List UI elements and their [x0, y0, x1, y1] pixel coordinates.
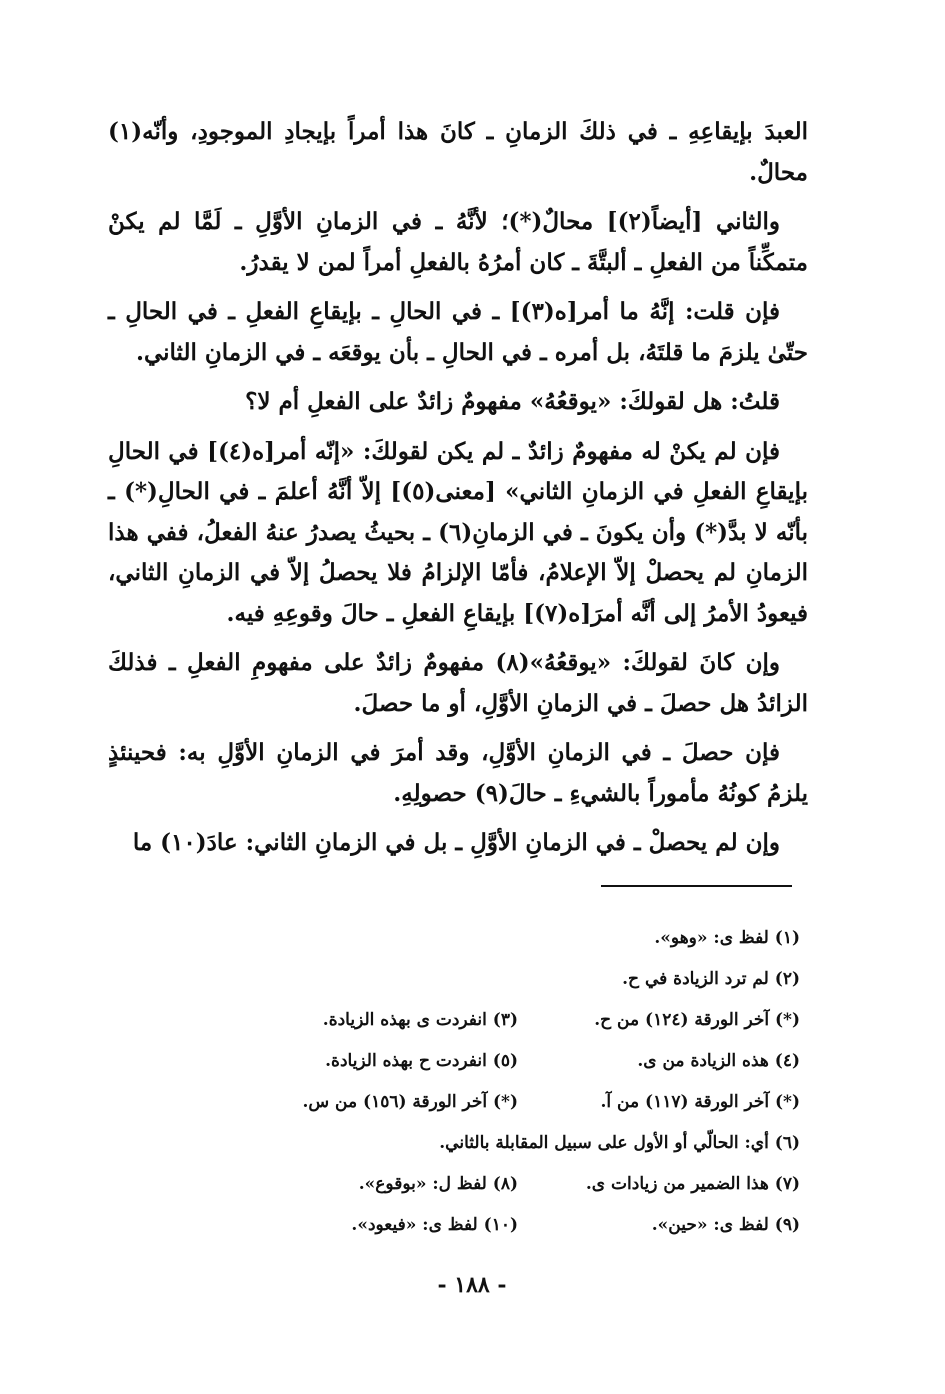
- paragraph: العبدَ بإيقاعِهِ ـ في ذلكَ الزمانِ ـ كانَ هذا أمراً بإيجادِ الموجودِ، وأنّه(١) محالٌ.: [108, 118, 808, 186]
- footnote: (١) لفظ ى: «وهو».: [654, 927, 800, 948]
- footnote-row: [235, 1122, 800, 1163]
- footnote: (٨) لفظ ل: «بوقوع».: [358, 1173, 518, 1194]
- footnote-row: [235, 917, 800, 958]
- footnote: (*) آخر الورقة (١١٧) من آ.: [600, 1091, 800, 1112]
- footnote-row: [235, 1163, 800, 1204]
- paragraph: فإن حصلَ ـ في الزمانِ الأوَّلِ، وقد أمرَ في الزمانِ الأوَّلِ به: فحينئذٍ يلزمُ كونُهُ مأموراً بالشيءِ ـ حالَ(٩) حصولِهِ.: [108, 739, 808, 807]
- footnote: (*) آخر الورقة (١٥٦) من س.: [302, 1091, 518, 1112]
- paragraph: والثاني [أيضاً(٢)] محالٌ(*)؛ لأنَّهُ ـ في الزمانِ الأوَّلِ ـ لَمَّا لم يكنْ متمكِّناً من الفعلِ ـ ألبتَّةَ ـ كان أمرُهُ بالفعلِ أمراً لمن لا يقدرُ.: [108, 208, 808, 276]
- main-text: [108, 112, 808, 873]
- footnote: (٩) لفظ ى: «حين».: [651, 1214, 800, 1235]
- footnote: (٣) انفردت ى بهذه الزيادة.: [322, 1009, 518, 1030]
- paragraph: فإن قلت: إنَّهُ ما أمر[ه(٣)] ـ في الحالِ ـ بإيقاعِ الفعلِ ـ في الحالِ ـ حتّىٰ يلزمَ ما قلتَهُ، بل أمره ـ في الحالِ ـ بأن يوقعَه ـ في الزمانِ الثاني.: [108, 298, 808, 366]
- page-number: - ١٨٨ -: [437, 1272, 507, 1298]
- footnote-row: [235, 1204, 800, 1245]
- footnote-row: [235, 1040, 800, 1081]
- footnotes: [235, 917, 800, 1245]
- footnote: (٧) هذا الضمير من زيادات ى.: [585, 1173, 800, 1194]
- footnote-separator: [601, 885, 792, 887]
- footnote: (*) آخر الورقة (١٢٤) من ح.: [594, 1009, 800, 1030]
- footnote: (٤) هذه الزيادة من ى.: [637, 1050, 800, 1071]
- paragraph: قلتُ: هل لقولكَ: «يوقعُهُ» مفهومٌ زائدٌ على الفعلِ أم لا؟: [245, 388, 780, 415]
- paragraph: فإن لم يكنْ له مفهومٌ زائدٌ ـ لم يكن لقولكَ: «إنّه أمر[ه(٤)] في الحالِ بإيقاعِ الفعلِ في الزمانِ الثاني» [معنى(٥)] إلاّ أنَّهُ أعلمَ ـ في الحالِ(*) ـ بأنّه لا بدَّ(*) وأن يكونَ ـ في الزمانِ(٦) ـ بحيثُ يصدرُ عنهُ الفعلُ، ففي هذا الزمانِ لم يحصلْ إلاّ الإعلامُ، فأمّا الإلزامُ فلا يحصلُ إلاّ في الزمانِ الثاني، فيعودُ الأمرُ إلى أنَّه أمرَ[ه(٧)] بإيقاعِ الفعلِ ـ حالَ وقوعِهِ فيه.: [108, 437, 809, 627]
- footnote: (١٠) لفظ ى: «فيعود».: [351, 1214, 518, 1235]
- footnote-row: [235, 999, 800, 1040]
- footnote: (٥) انفردت ح بهذه الزيادة.: [325, 1050, 518, 1071]
- footnote: (٢) لم ترد الزيادة في ح.: [622, 968, 800, 989]
- paragraph: وإن كانَ لقولكَ: «يوقعُهُ»(٨) مفهومٌ زائدٌ على مفهومِ الفعلِ ـ فذلكَ الزائدُ هل حصلَ ـ في الزمانِ الأوَّلِ، أو ما حصلَ.: [108, 649, 808, 717]
- footnote: (٦) أي: الحالّي أو الأول على سبيل المقابلة بالثاني.: [439, 1132, 800, 1153]
- footnote-row: [235, 1081, 800, 1122]
- footnote-row: [235, 958, 800, 999]
- paragraph: وإن لم يحصلْ ـ في الزمانِ الأوَّلِ ـ بل في الزمانِ الثاني: عادَ(١٠) ما: [132, 829, 780, 856]
